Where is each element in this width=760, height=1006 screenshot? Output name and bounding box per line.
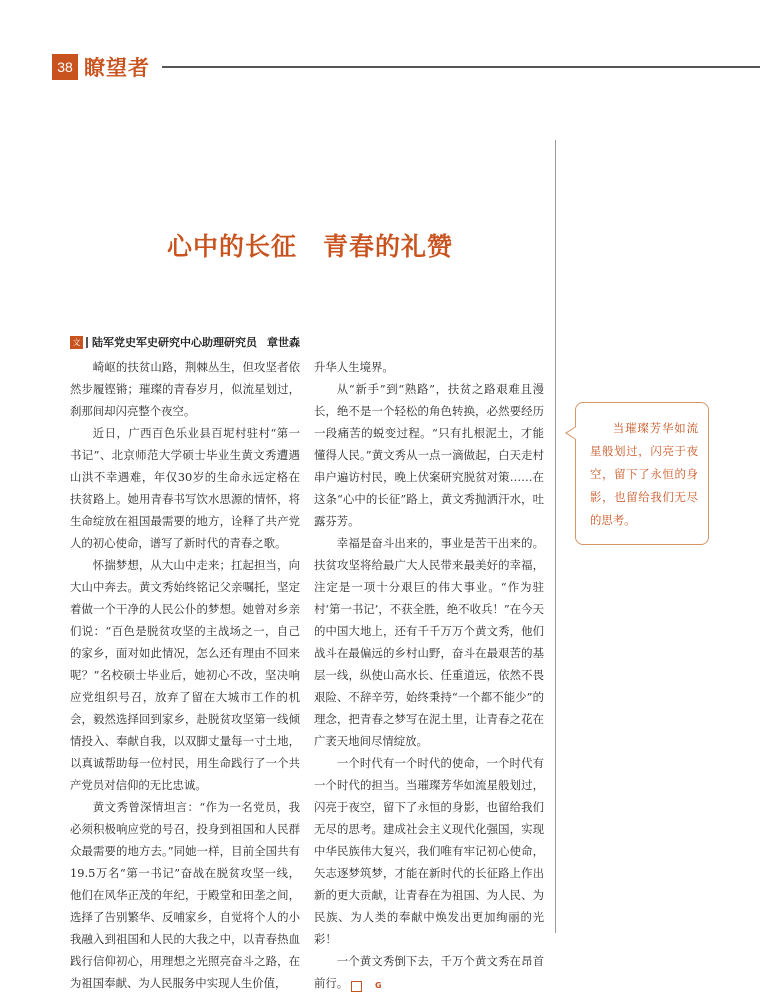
byline-affiliation: 陆军党史军史研究中心助理研究员 [92, 336, 257, 349]
byline-author: 章世森 [267, 336, 300, 349]
paragraph: 崎岖的扶贫山路，荆棘丛生，但攻坚者依然步履铿锵；璀璨的青春岁月，似流星划过，刹那间却闪亮整个夜空。 [70, 360, 300, 418]
article-title: 心中的长征 青春的礼赞 [166, 232, 453, 261]
paragraph: 黄文秀曾深情坦言：“作为一名党员，我必须积极响应党的号召，投身到祖国和人民群众最需要的地方去。”同她一样，目前全国共有19.5万名“第一书记”奋战在脱贫攻坚一线，他们在风华正茂的年纪，于殿堂和田垄之间，选择了告别繁华、反哺家乡，自觉将个人的小我融入到祖国和人民的大我之中，以青春热血践行信仰初心，用理想之光照亮奋斗之路，在为祖国奉献、为人民服务中实现人生价值， [70, 800, 300, 990]
page-number: 38 [52, 54, 78, 80]
byline-tag: 文 [70, 336, 83, 349]
paragraph: 怀揣梦想，从大山中走来；扛起担当，向大山中奔去。黄文秀始终铭记父亲嘱托，坚定着做一个干净的人民公仆的梦想。她曾对乡亲们说：“百色是脱贫攻坚的主战场之一，自己的家乡，面对如此情况，怎么还有理由不回来呢？”名校硕士毕业后，她初心不改，坚决响应党组织号召，放弃了留在大城市工作的机会，毅然选择回到家乡，赴脱贫攻坚第一线倾情投入、奉献自我，以双脚丈量每一寸土地，以真诚帮助每一位村民，用生命践行了一个共产党员对信仰的无比忠诚。 [70, 558, 300, 792]
byline-divider [86, 337, 88, 348]
body-column-right [314, 356, 544, 994]
body-column-left [70, 356, 300, 994]
byline [70, 334, 300, 350]
paragraph: 从“新手”到“熟路”，扶贫之路艰难且漫长，绝不是一个轻松的角色转换，必然要经历一段痛苦的蜕变过程。“只有扎根泥土，才能懂得人民。”黄文秀从一点一滴做起，白天走村串户遍访村民，晚上伏案研究脱贫对策……在这条“心中的长征”路上，黄文秀抛洒汗水，吐露芬芳。 [314, 382, 544, 528]
paragraph: 幸福是奋斗出来的，事业是苦干出来的。扶贫攻坚将给最广大人民带来最美好的幸福，注定是一项十分艰巨的伟大事业。“作为驻村‘第一书记’，不获全胜，绝不收兵！”在今天的中国大地上，还有千千万万个黄文秀，他们战斗在最偏远的乡村山野，奋斗在最艰苦的基层一线，纵使山高水长、任重道远，依然不畏艰险、不辞辛劳，始终秉持“一个都不能少”的理念，把青春之梦写在泥土里，让青春之花在广袤天地间尽情绽放。 [314, 536, 544, 748]
pull-quote-text: 当璀璨芳华如流星般划过，闪亮于夜空，留下了永恒的身影，也留给我们无尽的思考。 [590, 421, 698, 527]
paragraph: 升华人生境界。 [314, 360, 394, 374]
paragraph: 一个时代有一个时代的使命，一个时代有一个时代的担当。当璀璨芳华如流星般划过，闪亮于夜空，留下了永恒的身影，也留给我们无尽的思考。建成社会主义现代化强国，实现中华民族伟大复兴，我们唯有牢记初心使命，矢志逐梦筑梦，才能在新时代的长征路上作出新的更大贡献，让青春在为祖国、为人民、为民族、为人类的奉献中焕发出更加绚丽的光彩！ [314, 756, 544, 946]
paragraph-final-text: 一个黄文秀倒下去，千万个黄文秀在昂首前行。 [314, 954, 544, 990]
magazine-section-title: 瞭望者 [84, 56, 150, 80]
pull-quote [575, 402, 709, 545]
paragraph: 近日，广西百色乐业县百坭村驻村“第一书记”、北京师范大学硕士毕业生黄文秀遭遇山洪不幸遇难，年仅30岁的生命永远定格在扶贫路上。她用青春书写饮水思源的情怀，将生命绽放在祖国最需要的地方，诠释了共产党人的初心使命，谱写了新时代的青春之歌。 [70, 426, 300, 550]
pull-quote-tail-inner [567, 427, 576, 439]
header-rule [162, 66, 760, 68]
end-mark-icon: G [351, 981, 362, 992]
paragraph-final [314, 950, 544, 994]
